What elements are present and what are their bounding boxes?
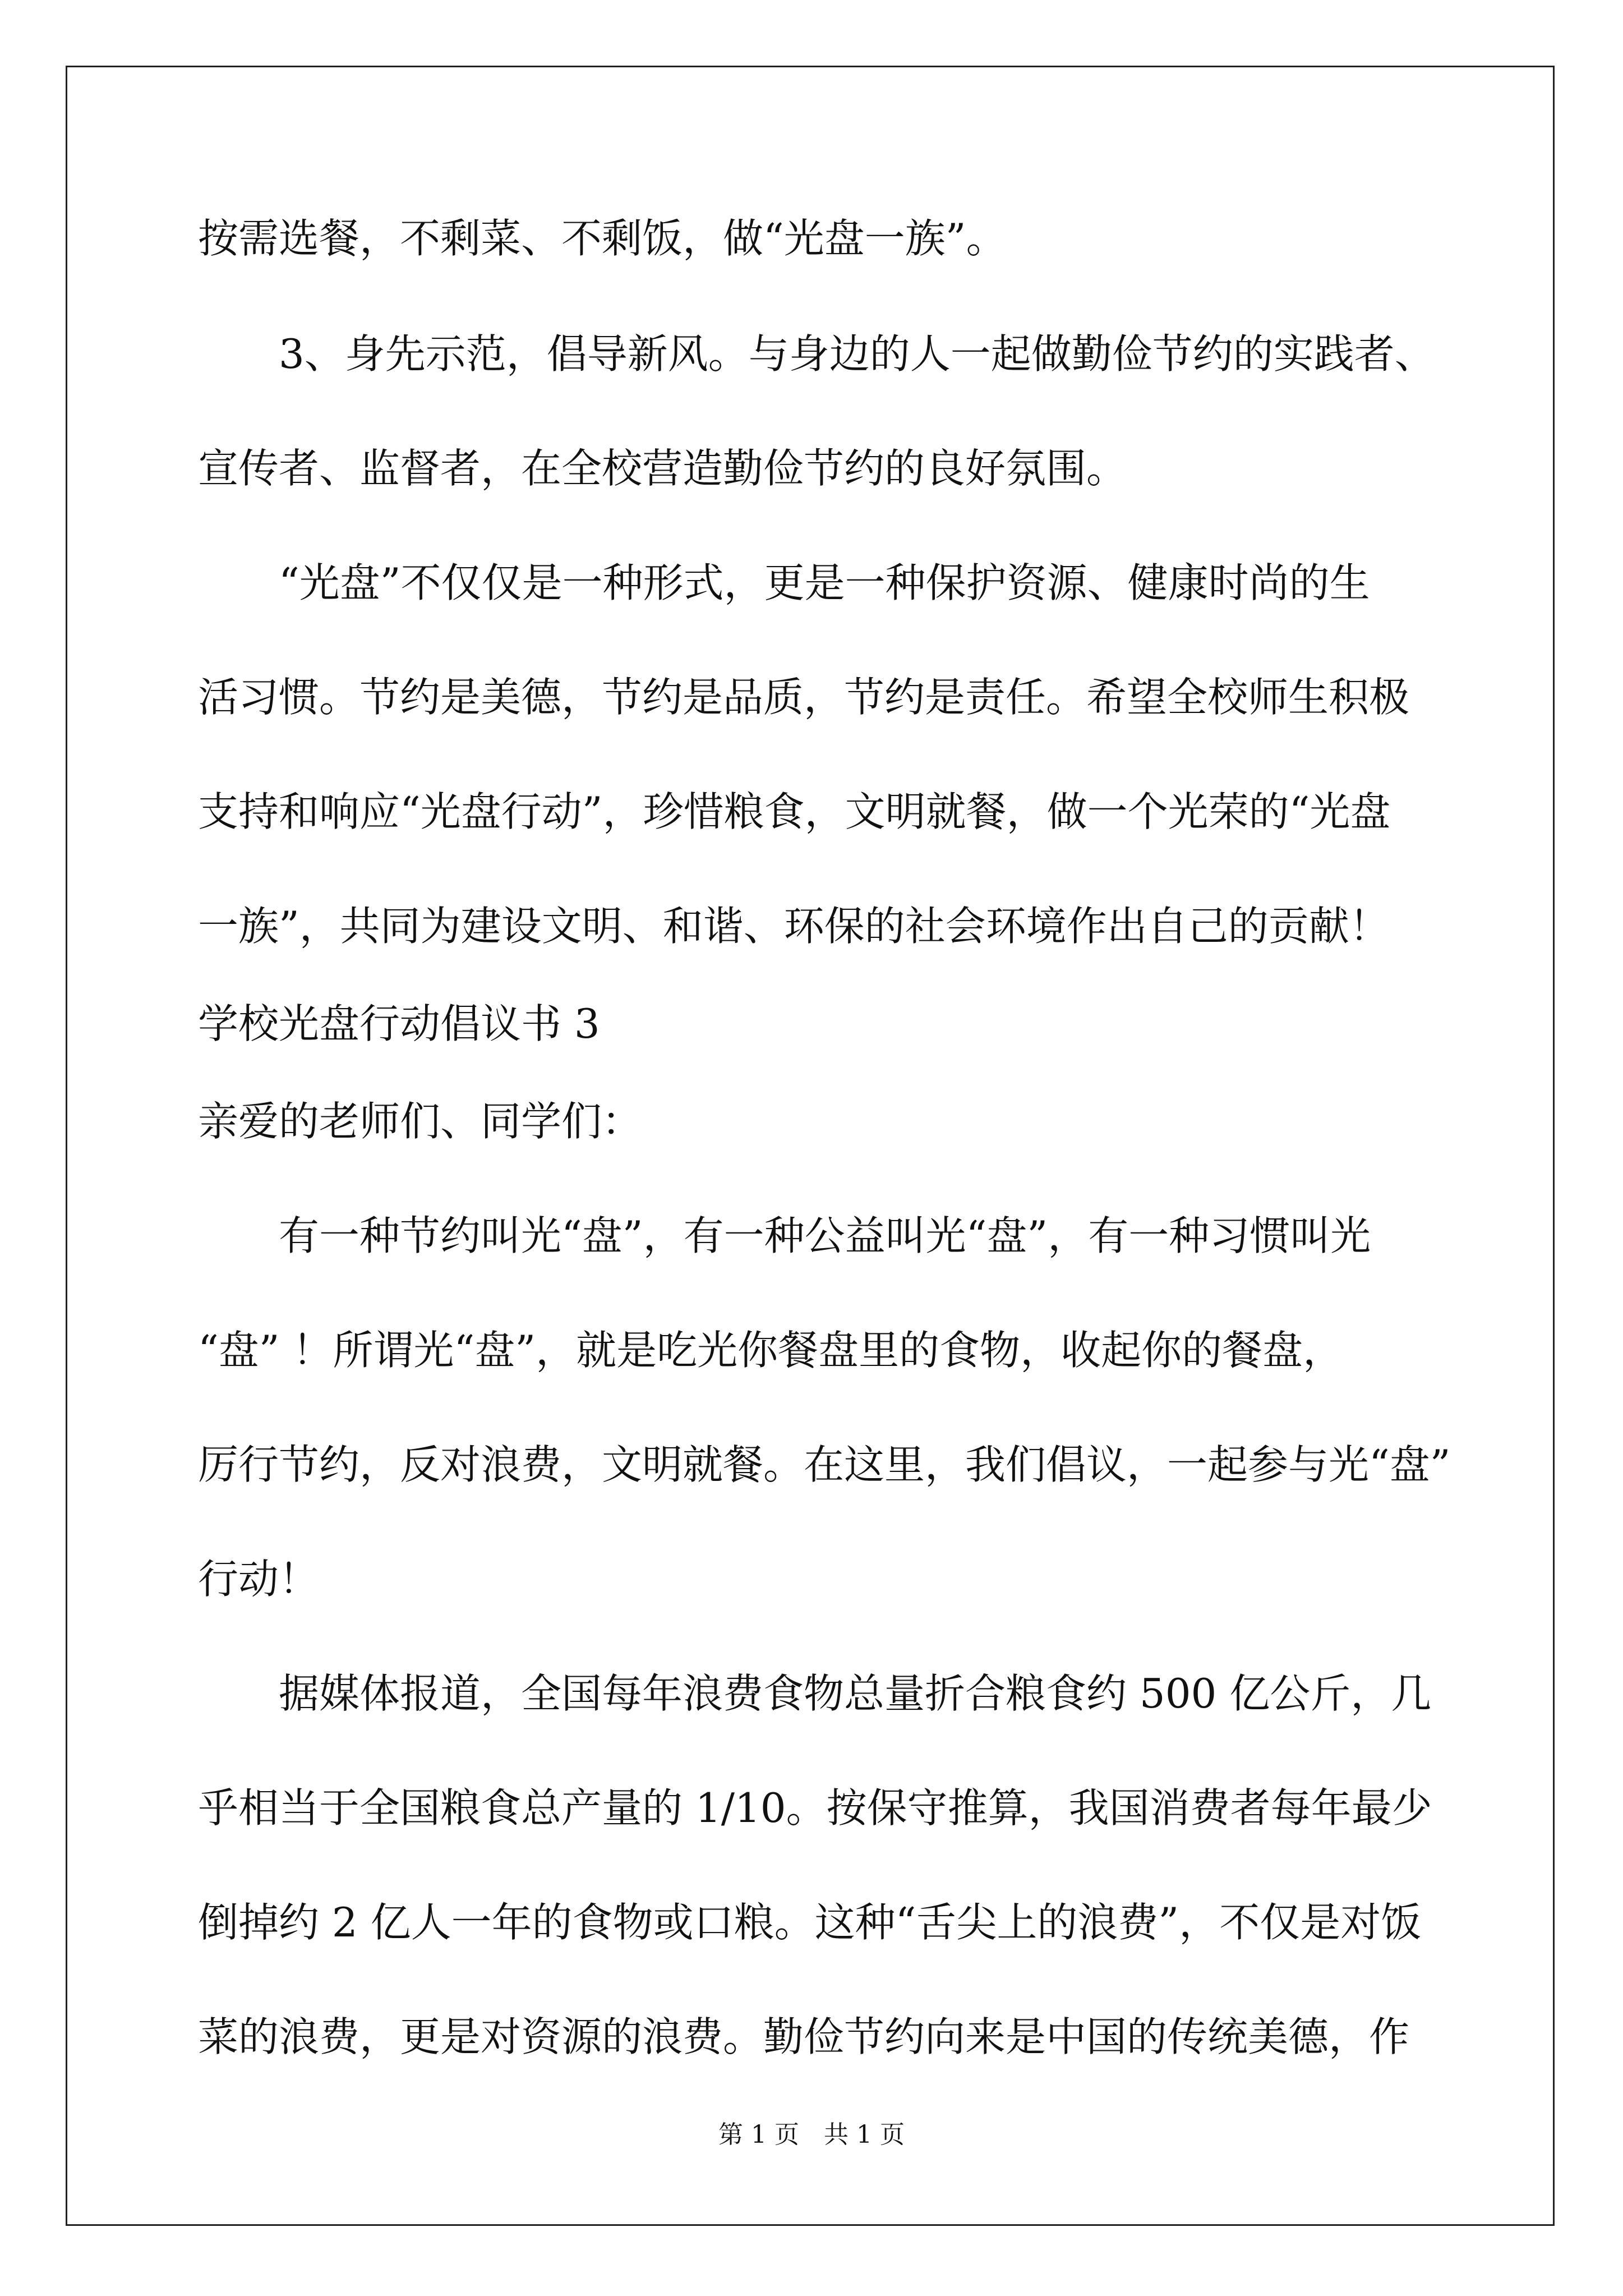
text-line: 厉行节约，反对浪费，文明就餐。在这里，我们倡议，一起参与光“盘”	[198, 1441, 1451, 1488]
text-line: “盘” ！所谓光“盘”，就是吃光你餐盘里的食物，收起你的餐盘，	[198, 1327, 1344, 1374]
text-line: 据媒体报道，全国每年浪费食物总量折合粮食约 500 亿公斤，几	[198, 1670, 1432, 1717]
text-line: 宣传者、监督者，在全校营造勤俭节约的良好氛围。	[198, 445, 1127, 492]
text-line: 倒掉约 2 亿人一年的食物或口粮。这种“舌尖上的浪费”，不仅是对饭	[198, 1899, 1422, 1946]
text-line: 3、身先示范，倡导新风。与身边的人一起做勤俭节约的实践者、	[198, 330, 1435, 378]
text-line: 行动！	[198, 1556, 320, 1603]
text-line: 支持和响应“光盘行动”，珍惜粮食，文明就餐，做一个光荣的“光盘	[198, 788, 1391, 835]
text-line: 活习惯。节约是美德，节约是品质，节约是责任。希望全校师生积极	[198, 674, 1410, 721]
page-footer: 第 1 页 共 1 页	[718, 2120, 905, 2149]
text-line: 菜的浪费，更是对资源的浪费。勤俭节约向来是中国的传统美德，作	[198, 2013, 1410, 2060]
salutation: 亲爱的老师们、同学们：	[198, 1098, 643, 1145]
text-line: “光盘”不仅仅是一种形式，更是一种保护资源、健康时尚的生	[198, 559, 1370, 606]
section-heading: 学校光盘行动倡议书 3	[198, 1000, 600, 1047]
text-line: 按需选餐，不剩菜、不剩饭，做“光盘一族”。	[198, 215, 1007, 262]
text-line: 乎相当于全国粮食总产量的 1/10。按保守推算，我国消费者每年最少	[198, 1784, 1432, 1832]
text-line: 有一种节约叫光“盘”，有一种公益叫光“盘”，有一种习惯叫光	[198, 1212, 1371, 1259]
text-line: 一族”，共同为建设文明、和谐、环保的社会环境作出自己的贡献！	[198, 903, 1390, 950]
